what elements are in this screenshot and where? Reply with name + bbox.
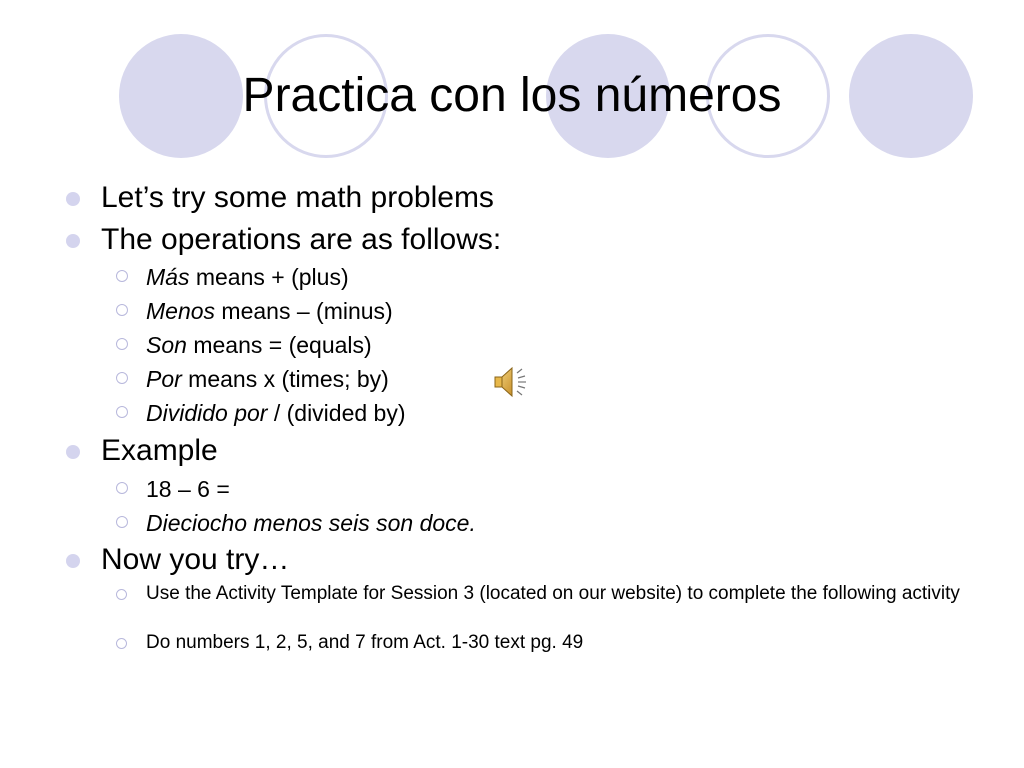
- speaker-icon[interactable]: [492, 364, 532, 400]
- term-meaning: means – (minus): [215, 298, 393, 324]
- term-meaning: means = (equals): [186, 332, 372, 358]
- spanish-term: Dividido por: [146, 400, 268, 426]
- sub-bullet-item: [146, 508, 476, 538]
- sub-bullet-item: [146, 398, 406, 428]
- spanish-term: Menos: [146, 298, 216, 324]
- example-equation: 18 – 6 =: [146, 476, 230, 502]
- bullet-item: [101, 433, 218, 469]
- bullet-text: The operations are as follows:: [101, 223, 502, 256]
- bullet-text: Let’s try some math problems: [101, 181, 494, 214]
- spanish-term: Por: [146, 366, 182, 392]
- sub-bullet-item: [146, 583, 966, 605]
- bullet-item: [101, 542, 289, 578]
- term-meaning: means x (times; by): [181, 366, 389, 392]
- example-sentence: Dieciocho menos seis son doce.: [146, 510, 476, 536]
- sub-bullet-item: [146, 296, 393, 326]
- bullet-item: [101, 180, 494, 216]
- slide-title: Practica con los números: [242, 69, 782, 122]
- sub-bullet-item: [146, 632, 966, 654]
- bullet-text: Now you try…: [101, 543, 290, 576]
- sub-bullet-item: [146, 330, 372, 360]
- bullet-text: Example: [101, 434, 218, 467]
- bullet-item: [101, 222, 501, 258]
- instruction-text: Use the Activity Template for Session 3 (located on our website) to complete the following activity: [146, 583, 960, 604]
- sub-bullet-item: [146, 474, 230, 504]
- term-meaning: / (divided by): [267, 400, 406, 426]
- sub-bullet-item: [146, 262, 349, 292]
- sub-bullet-item: [146, 364, 389, 394]
- instruction-text: Do numbers 1, 2, 5, and 7 from Act. 1-30 text pg. 49: [146, 632, 584, 653]
- term-meaning: means + (plus): [189, 264, 349, 290]
- spanish-term: Son: [146, 332, 187, 358]
- spanish-term: Más: [146, 264, 190, 290]
